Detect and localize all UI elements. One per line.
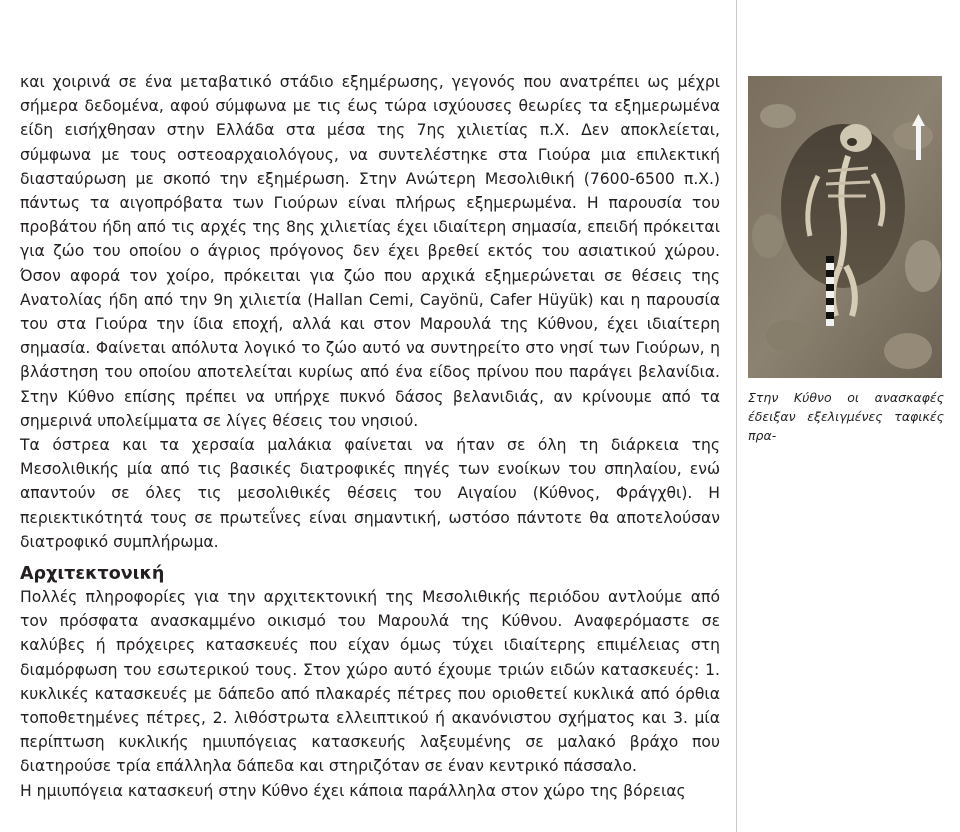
- figure-caption: Στην Κύθνο οι ανασκαφές έδειξαν εξελιγμένες ταφικές πρα-: [748, 390, 944, 443]
- body-paragraph-2: Τα όστρεα και τα χερσαία μαλάκια φαίνεται να ήταν σε όλη τη διάρκεια της Μεσολιθικής μία από τις βασικές διατροφικές πηγές των ενοίκων του σπηλαίου, ενώ απαντούν σε όλες τις μεσολιθικές θέσεις του Αιγαίου (Κύθνος, Φράγχθι). Η περιεκτικότητά τους σε πρωτεΐνες είναι σημαντική, ωστόσο πάντοτε θα αποτελούσαν διατροφικό συμπλήρωμα.: [20, 436, 720, 551]
- burial-photo: [748, 76, 942, 378]
- column-divider: [736, 0, 737, 832]
- main-text-column: [20, 70, 720, 554]
- section-heading: Αρχιτεκτονική: [20, 564, 165, 584]
- section-paragraph-2: Η ημιυπόγεια κατασκευή στην Κύθνο έχει κάποια παράλληλα στον χώρο της βόρειας: [20, 781, 686, 800]
- section-paragraph-1: Πολλές πληροφορίες για την αρχιτεκτονική της Μεσολιθικής περιόδου αντλούμε από τον πρόσφατα ανασκαμμένο οικισμό του Μαρουλά της Κύθνου. Αναφερόμαστε σε καλύβες ή πρόχειρες κατασκευές που είχαν όμως τύχει ιδιαίτερης επιμέλειας στη διαμόρφωση του εσωτερικού τους. Στον χώρο αυτό έχουμε τριών ειδών κατασκευές: 1. κυκλικές κατασκευές με δάπεδο από πλακαρές πέτρες που οριοθετεί κυκλικά από όρθια τοποθετημένες πέτρες, 2. λιθόστρωτα ελλειπτικού ή ακανόνιστου σχήματος και 3. μία περίπτωση κυκλικής ημιυπόγειας κατασκευής λαξευμένης σε μαλακό βράχο που διατηρούσε τρία επάλληλα δάπεδα και στηριζόταν σε έναν κεντρικό πάσσαλο.: [20, 588, 720, 776]
- section-text: [20, 585, 720, 803]
- body-paragraph-1: και χοιρινά σε ένα μεταβατικό στάδιο εξημέρωσης, γεγονός που ανατρέπει ως μέχρι σήμερα δεδομένα, αφού σύμφωνα με τις έως τώρα ισχύουσες θεωρίες τα εξημερωμένα είδη εισήχθησαν στην Ελλάδα στα μέσα της 7ης χιλιετίας π.Χ. Δεν αποκλείεται, σύμφωνα με τους οστεοαρχαιολόγους, να συντελέστηκε στα Γιούρα μια επιλεκτική διασταύρωση με σκοπό την εξημέρωση. Στην Ανώτερη Μεσολιθική (7600-6500 π.Χ.) πάντως τα αιγοπρόβατα των Γιούρων είναι πλήρως εξημερωμένα. Η παρουσία του προβάτου ήδη από τις αρχές της 8ης χιλιετίας έχει ιδιαίτερη σημασία, επειδή πρόκειται για ζώο του οποίου ο άγριος πρόγονος δεν έχει βρεθεί εκτός του ασιατικού χώρου. Όσον αφορά τον χοίρο, πρόκειται για ζώο που αρχικά εξημερώνεται σε θέσεις της Ανατολίας ήδη από την 9η χιλιετία (Hallan Cemi, Cayönü, Cafer Hüyük) και η παρουσία του στα Γιούρα την ίδια εποχή, αλλά και στον Μαρουλά της Κύθνου, έχει ιδιαίτερη σημασία. Φαίνεται απόλυτα λογικό το ζώο αυτό να συντηρείτο στο νησί των Γιούρων, η βλάστηση του οποίου αποτελείται κυρίως από ένα είδος πρίνου που παράγει βελανίδια. Στην Κύθνο επίσης πρέπει να υπήρχε πυκνό δάσος βελανιδιάς, αν κρίνουμε από τα σημερινά υπολείμματα σε λίγες θέσεις του νησιού.: [20, 73, 720, 430]
